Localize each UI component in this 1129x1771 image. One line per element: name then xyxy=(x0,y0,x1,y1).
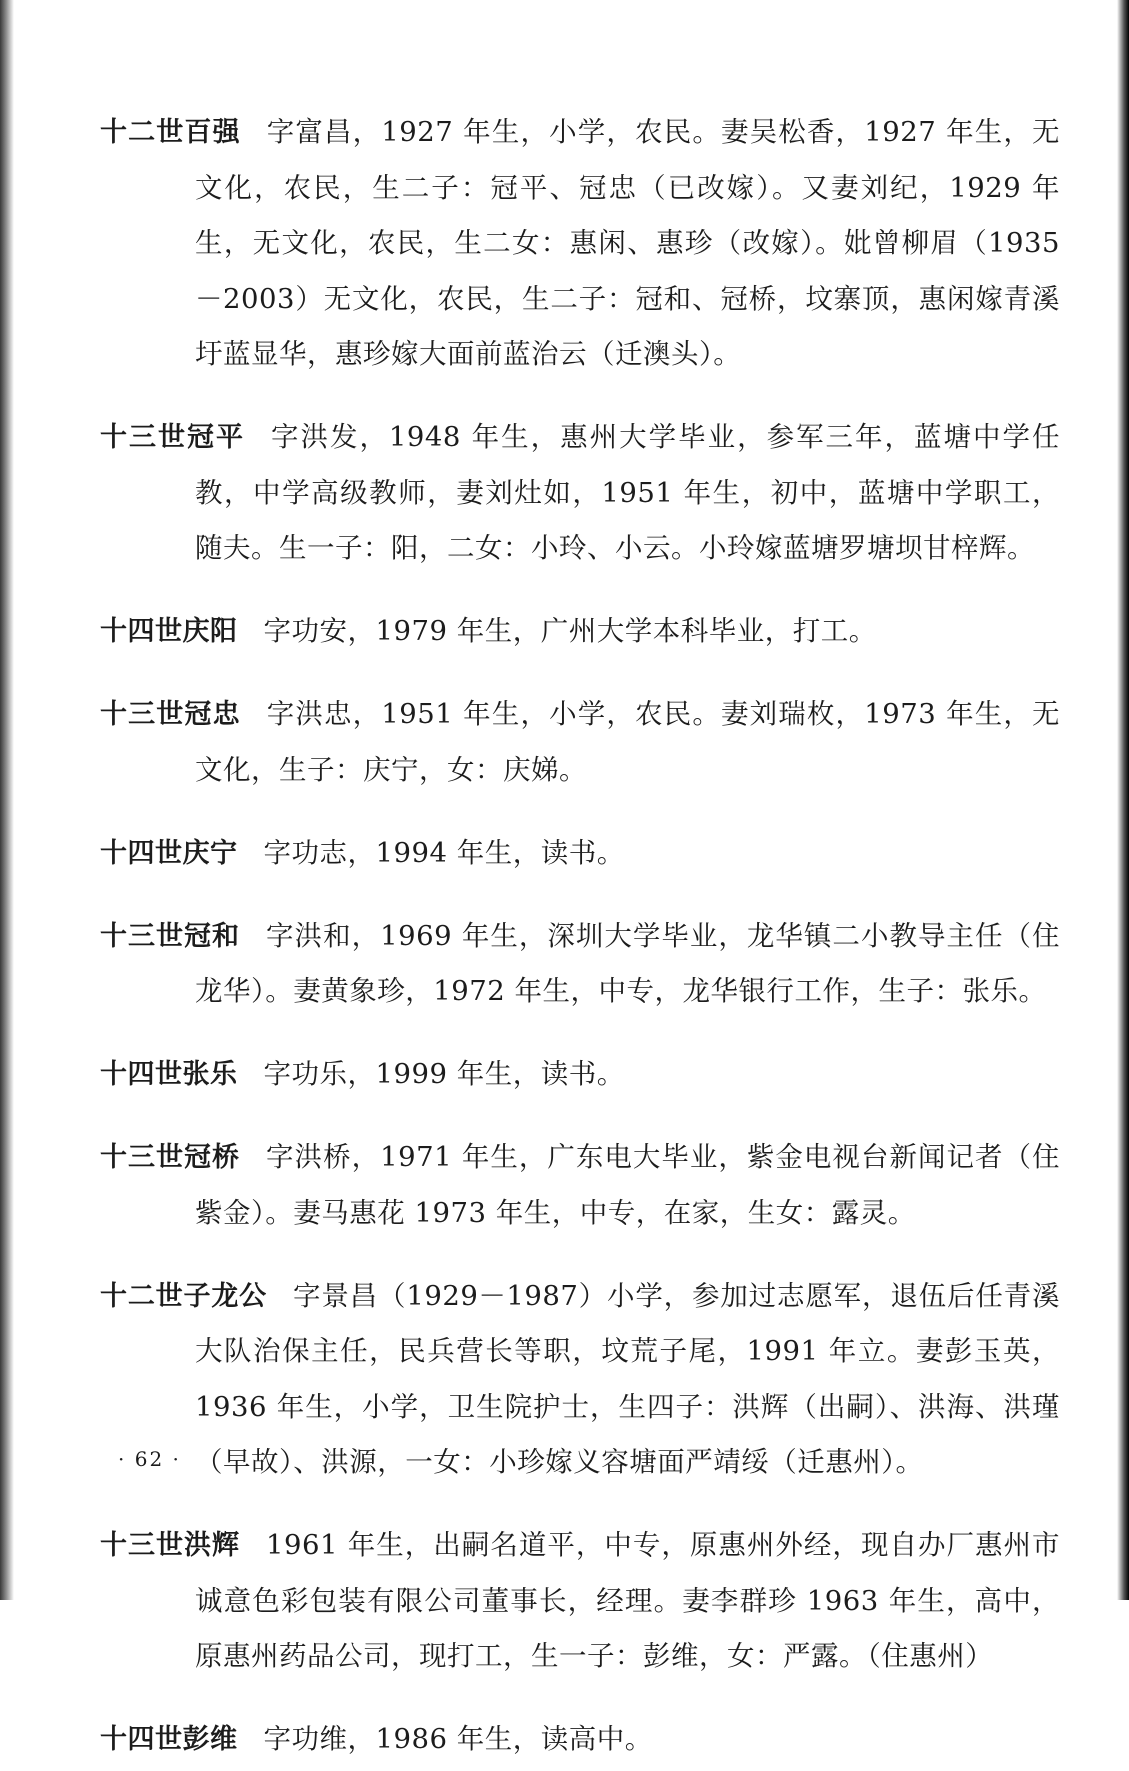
entry-text: 1961 年生，出嗣名道平，中专，原惠州外经，现自办厂惠州市诚意色彩包装有限公司董事长，经理。妻李群珍 1963 年生，高中，原惠州药品公司，现打工，生一子：彭维，女：严露。（住惠州） xyxy=(195,1529,1060,1672)
entry xyxy=(100,410,1060,577)
entry xyxy=(100,1269,1060,1491)
entry xyxy=(100,1712,1060,1768)
entry xyxy=(100,1130,1060,1241)
entry-heading: 十四世张乐 xyxy=(100,1059,238,1090)
entry xyxy=(100,105,1060,383)
entry-text: 字富昌，1927 年生，小学，农民。妻吴松香，1927 年生，无文化，农民，生二子：冠平、冠忠（已改嫁）。又妻刘纪，1929 年生，无文化，农民，生二女：惠闲、惠珍（改嫁）。妣曾柳眉（1935－2003）无文化，农民，生二子：冠和、冠桥，坟寨顶，惠闲嫁青溪圩蓝显华，惠珍嫁大面前蓝治云（迁澳头）。 xyxy=(195,116,1061,370)
entry xyxy=(100,909,1060,1020)
entry xyxy=(100,826,1060,882)
entry-heading: 十三世冠桥 xyxy=(100,1142,241,1173)
entry xyxy=(100,1518,1060,1685)
entry-heading: 十三世冠和 xyxy=(100,920,241,952)
genealogy-page xyxy=(100,105,1060,1771)
entry-heading: 十三世冠忠 xyxy=(100,699,241,730)
entry-heading: 十二世子龙公 xyxy=(100,1280,268,1312)
entry-heading: 十四世庆宁 xyxy=(100,837,238,869)
entry-heading: 十二世百强 xyxy=(100,117,241,148)
entry-text: 字洪桥，1971 年生，广东电大毕业，紫金电视台新闻记者（住紫金）。妻马惠花 1973 年生，中专，在家，生女：露灵。 xyxy=(195,1141,1060,1229)
entry-text: 字洪和，1969 年生，深圳大学毕业，龙华镇二小教导主任（住龙华）。妻黄象珍，1972 年生，中专，龙华银行工作，生子：张乐。 xyxy=(195,919,1060,1007)
entry xyxy=(100,1047,1060,1103)
entry-text: 字功志，1994 年生，读书。 xyxy=(263,836,625,869)
entry-heading: 十四世彭维 xyxy=(100,1724,238,1755)
entry-text: 字功安，1979 年生，广州大学本科毕业，打工。 xyxy=(263,615,877,647)
entry-heading: 十三世冠平 xyxy=(100,422,245,453)
scan-edge-left xyxy=(0,0,14,1600)
entry xyxy=(100,687,1060,798)
entry-text: 字洪忠，1951 年生，小学，农民。妻刘瑞枚，1973 年生，无文化，生子：庆宁，女：庆娣。 xyxy=(195,698,1061,786)
entry-heading: 十四世庆阳 xyxy=(100,616,238,647)
page-number: · 62 · xyxy=(118,1447,181,1471)
entry-text: 字功乐，1999 年生，读书。 xyxy=(263,1058,625,1090)
entry-heading: 十三世洪辉 xyxy=(100,1530,241,1561)
scan-edge-right xyxy=(1117,0,1129,1600)
entry-text: 字功维，1986 年生，读高中。 xyxy=(263,1723,653,1755)
entry-text: 字洪发，1948 年生，惠州大学毕业，参军三年，蓝塘中学任教，中学高级教师，妻刘灶如，1951 年生，初中，蓝塘中学职工，随夫。生一子：阳，二女：小玲、小云。小玲嫁蓝塘罗塘坝甘梓辉。 xyxy=(195,421,1060,564)
entry xyxy=(100,604,1060,660)
entry-text: 字景昌（1929－1987）小学，参加过志愿军，退伍后任青溪大队治保主任，民兵营长等职，坟荒子尾，1991 年立。妻彭玉英，1936 年生，小学，卫生院护士，生四子：洪辉（出嗣）、洪海、洪瑾（早故）、洪源，一女：小珍嫁义容塘面严靖绥（迁惠州）。 xyxy=(195,1279,1061,1478)
